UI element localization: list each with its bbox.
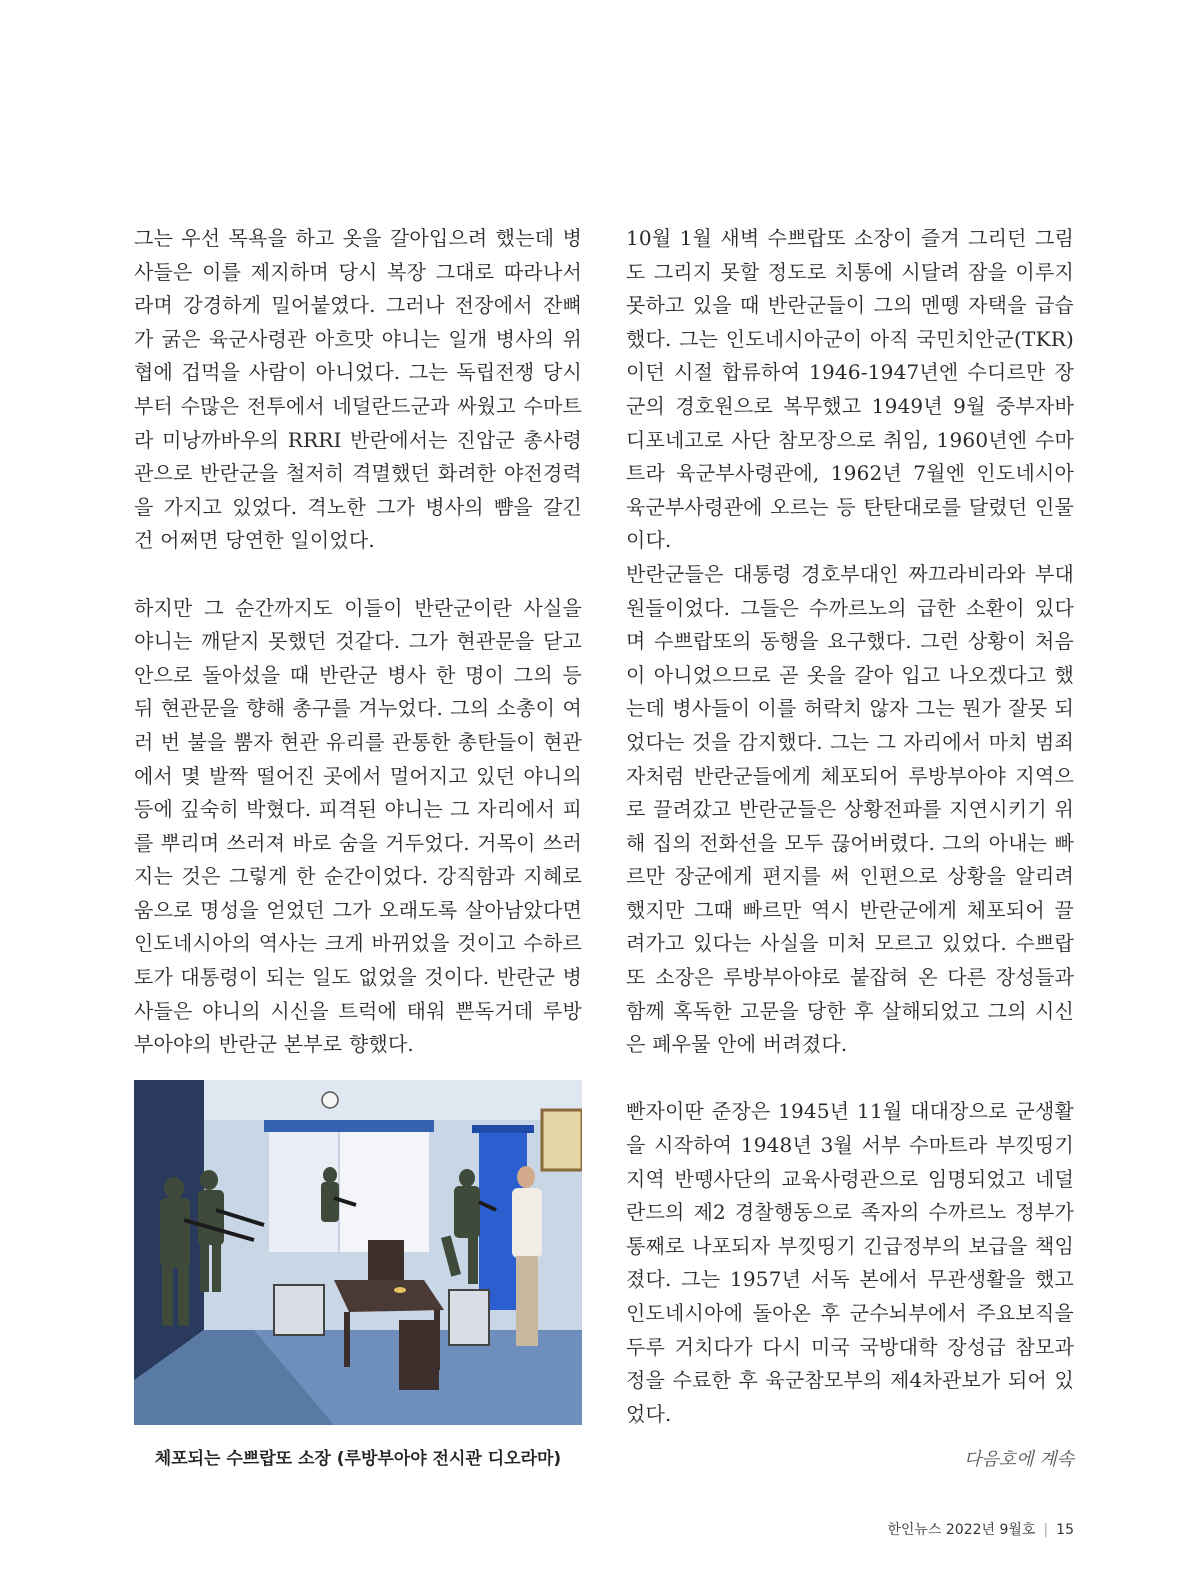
paragraph-2: 하지만 그 순간까지도 이들이 반란군이란 사실을 야니는 깨닫지 못했던 것같다. 그가 현관문을 닫고 안으로 돌아섰을 때 반란군 병사 한 명이 그의 등 뒤 현관문을 향해 총구를 겨누었다. 그의 소총이 여러 번 불을 뿜자 현관 유리를 관통한 총탄들이 현관에서 몇 발짝 떨어진 곳에서 멀어지고 있던 야니의 등에 깊숙히 박혔다. 피격된 야니는 그 자리에서 피를 뿌리며 쓰러져 바로 숨을 거두었다. 거목이 쓰러지는 것은 그렇게 한 순간이었다. 강직함과 지혜로움으로 명성을 얻었던 그가 오래도록 살아남았다면 인도네시아의 역사는 크게 바뀌었을 것이고 수하르토가 대통령이 되는 일도 없었을 것이다. 반란군 병사들은 야니의 시신을 트럭에 태워 쁜독거데 루방부아야의 반란군 본부로 향했다. — [134, 595, 582, 1057]
paragraph-4: 반란군들은 대통령 경호부대인 짜끄라비라와 부대원들이었다. 그들은 수까르노의 급한 소환이 있다며 수쁘랍또의 동행을 요구했다. 그런 상황이 처음이 아니었으므로 곧 옷을 갈아 입고 나오겠다고 했는데 병사들이 이를 허락치 않자 그는 뭔가 잘못 되었다는 것을 감지했다. 그는 그 자리에서 마치 범죄자처럼 반란군들에게 체포되어 루방부아야 지역으로 끌려갔고 반란군들은 상황전파를 지연시키기 위해 집의 전화선을 모두 끊어버렸다. 그의 아내는 빠르만 장군에게 편지를 써 인편으로 상황을 알리려 했지만 그때 빠르만 역시 반란군에게 체포되어 끌려가고 있다는 사실을 미처 모르고 있었다. 수쁘랍또 소장은 루방부아야로 붙잡혀 온 다른 장성들과 함께 혹독한 고문을 당한 후 살해되었고 그의 시신은 폐우물 안에 버려졌다. — [626, 561, 1074, 1057]
diorama-photo — [134, 1080, 582, 1425]
paragraph-5: 빤자이딴 준장은 1945년 11월 대대장으로 군생활을 시작하여 1948년 3월 서부 수마트라 부낏띵기 지역 반뗑사단의 교육사령관으로 임명되었고 네덜란드의 제2 경찰행동으로 족자의 수까르노 정부가 통째로 나포되자 부낏띵기 긴급정부의 보급을 책임졌다. 그는 1957년 서독 본에서 무관생활을 했고 인도네시아에 돌아온 후 군수뇌부에서 주요보직을 두루 거치다가 다시 미국 국방대학 장성급 참모과정을 수료한 후 육군참모부의 제4차관보가 되어 있었다. — [626, 1099, 1074, 1426]
diorama-illustration — [134, 1080, 582, 1425]
page-footer — [887, 1519, 1074, 1539]
continued-note: 다음호에 계속 — [963, 1449, 1074, 1470]
right-text-column — [626, 222, 1074, 1431]
photo-caption: 체포되는 수쁘랍또 소장 (루방부아야 전시관 디오라마) — [154, 1449, 562, 1469]
paragraph-3: 10월 1월 새벽 수쁘랍또 소장이 즐겨 그리던 그림도 그리지 못할 정도로 치통에 시달려 잠을 이루지 못하고 있을 때 반란군들이 그의 멘뗑 자택을 급습했다. 그는 인도네시아군이 아직 국민치안군(TKR)이던 시절 합류하여 1946-1947년엔 수디르만 장군의 경호원으로 복무했고 1949년 9월 중부자바 디포네고로 사단 참모장으로 취임, 1960년엔 수마트라 육군부사령관에, 1962년 7월엔 인도네시아 육군부사령관에 오르는 등 탄탄대로를 달렸던 인물이다. — [626, 226, 1074, 553]
publication-name: 한인뉴스 2022년 9월호 — [887, 1522, 1036, 1538]
page-number: 15 — [1056, 1522, 1074, 1538]
footer-separator: | — [1043, 1522, 1049, 1538]
paragraph-1: 그는 우선 목욕을 하고 옷을 갈아입으려 했는데 병사들은 이를 제지하며 당시 복장 그대로 따라나서라며 강경하게 밀어붙였다. 그러나 전장에서 잔뼈가 굵은 육군사령관 아흐맛 야니는 일개 병사의 위협에 겁먹을 사람이 아니었다. 그는 독립전쟁 당시부터 수많은 전투에서 네덜란드군과 싸웠고 수마트라 미낭까바우의 RRRI 반란에서는 진압군 총사령관으로 반란군을 철저히 격멸했던 화려한 야전경력을 가지고 있었다. 격노한 그가 병사의 뺨을 갈긴 건 어쩌면 당연한 일이었다. — [134, 226, 582, 553]
left-text-column — [134, 222, 582, 1062]
